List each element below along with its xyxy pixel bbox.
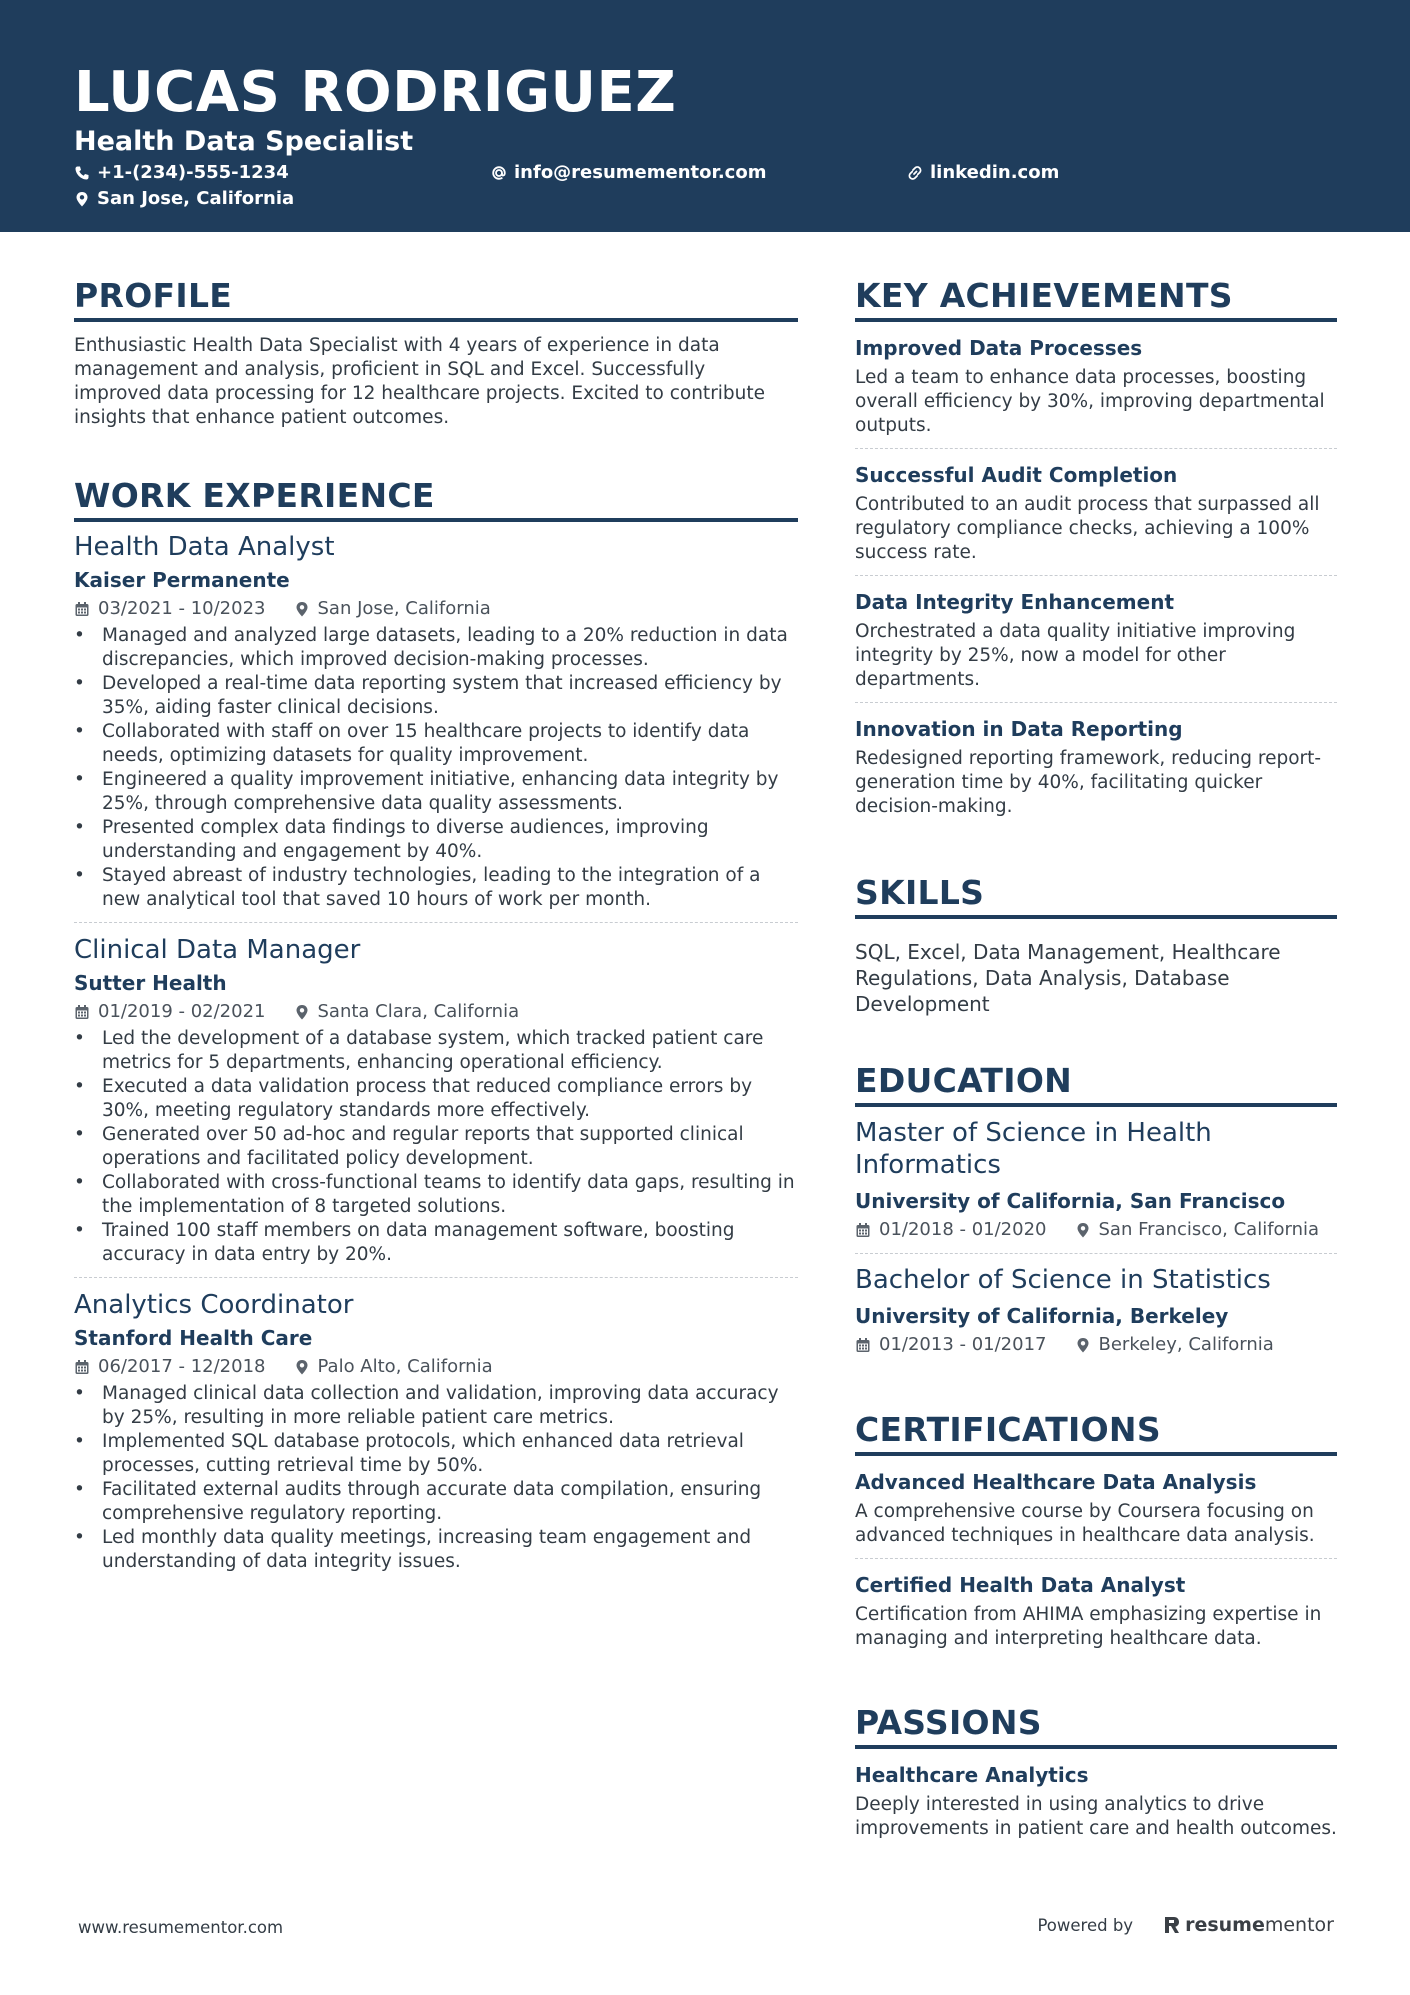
date-range: 06/2017 - 12/2018 [98, 1356, 266, 1377]
brand-mark-icon [1163, 1915, 1181, 1935]
work-experience-section [74, 476, 798, 1584]
job-title: Health Data Analyst [74, 532, 335, 562]
email-text: info@resumementor.com [514, 162, 767, 183]
location-pin-icon [1075, 1222, 1091, 1238]
achievement-item [855, 588, 1337, 703]
achievement-item [855, 715, 1337, 829]
certifications-section [855, 1410, 1337, 1661]
passion-text: Deeply interested in using analytics to drive improvements in patient care and health outcomes. [855, 1794, 1337, 1839]
profile-section [74, 276, 798, 430]
job-entry [74, 530, 798, 923]
date-range: 01/2019 - 02/2021 [98, 1001, 266, 1022]
passions-heading: PASSIONS [855, 1703, 1337, 1749]
certification-title: Advanced Healthcare Data Analysis [855, 1470, 1257, 1494]
school-name: University of California, San Francisco [855, 1189, 1286, 1213]
job-bullet: • Presented complex data findings to diverse audiences, improving understanding and engagement by 40%. [74, 816, 798, 864]
achievement-item [855, 334, 1337, 449]
candidate-name: LUCAS RODRIGUEZ [74, 60, 677, 125]
passion-title: Healthcare Analytics [855, 1763, 1089, 1787]
date-location-row [74, 596, 798, 622]
date-range: 01/2018 - 01/2020 [879, 1219, 1047, 1240]
passions-section [855, 1703, 1337, 1851]
company-name: Sutter Health [74, 971, 227, 995]
job-bullet: • Collaborated with cross-functional teams to identify data gaps, resulting in the implementation of 8 targeted solutions. [74, 1171, 798, 1219]
date-range: 01/2013 - 01/2017 [879, 1334, 1047, 1355]
location: Berkeley, California [1098, 1334, 1274, 1355]
at-sign-icon [491, 165, 507, 181]
calendar-icon [855, 1337, 871, 1353]
education-item [855, 1264, 1337, 1368]
achievement-title: Successful Audit Completion [855, 463, 1178, 487]
skills-heading: SKILLS [855, 873, 1337, 919]
linkedin-text: linkedin.com [930, 162, 1060, 183]
certification-title: Certified Health Data Analyst [855, 1573, 1186, 1597]
calendar-icon [74, 1359, 90, 1375]
job-bullet: • Generated over 50 ad-hoc and regular reports that supported clinical operations and facilitated policy development. [74, 1123, 798, 1171]
contact-location [74, 187, 294, 211]
school-name: University of California, Berkeley [855, 1304, 1229, 1328]
passion-list [855, 1761, 1337, 1851]
left-column [74, 276, 798, 1594]
certification-text: Certification from AHIMA emphasizing expertise in managing and interpreting healthcare data. [855, 1604, 1322, 1649]
job-bullet: • Facilitated external audits through accurate data compilation, ensuring comprehensive regulatory reporting. [74, 1478, 798, 1526]
job-bullet: • Executed a data validation process that reduced compliance errors by 30%, meeting regulatory standards more effectively. [74, 1075, 798, 1123]
date-location-row [855, 1332, 1337, 1358]
job-bullet: • Led monthly data quality meetings, increasing team engagement and understanding of data integrity issues. [74, 1526, 798, 1574]
achievement-title: Improved Data Processes [855, 336, 1143, 360]
achievement-item [855, 461, 1337, 576]
location: San Francisco, California [1098, 1219, 1320, 1240]
job-bullet: • Managed and analyzed large datasets, leading to a 20% reduction in data discrepancies, which improved decision-making processes. [74, 624, 798, 672]
passion-item [855, 1761, 1337, 1851]
achievements-section [855, 276, 1337, 829]
phone-text: +1-(234)-555-1234 [97, 162, 289, 183]
header-banner [0, 0, 1410, 232]
job-entry [74, 933, 798, 1278]
achievement-list [855, 334, 1337, 829]
education-item [855, 1117, 1337, 1254]
brand-logo[interactable] [1163, 1914, 1334, 1936]
education-heading: EDUCATION [855, 1061, 1337, 1107]
location-pin-icon [74, 191, 90, 207]
job-bullet-list [74, 624, 798, 912]
certification-text: A comprehensive course by Coursera focusing on advanced techniques in healthcare data analysis. [855, 1501, 1315, 1546]
education-list [855, 1117, 1337, 1368]
date-location-row [855, 1217, 1337, 1243]
work-experience-heading: WORK EXPERIENCE [74, 476, 798, 522]
degree-title: Master of Science in Health Informatics [855, 1118, 1212, 1180]
phone-icon [74, 165, 90, 181]
job-bullet-list [74, 1382, 798, 1574]
certification-item [855, 1468, 1337, 1559]
achievement-text: Redesigned reporting framework, reducing report-generation time by 40%, facilitating quicker decision-making. [855, 748, 1322, 817]
job-entry [74, 1288, 798, 1584]
location-pin-icon [294, 1359, 310, 1375]
job-bullet: • Managed clinical data collection and validation, improving data accuracy by 25%, resulting in more reliable patient care metrics. [74, 1382, 798, 1430]
company-name: Kaiser Permanente [74, 568, 290, 592]
certifications-heading: CERTIFICATIONS [855, 1410, 1337, 1456]
calendar-icon [855, 1222, 871, 1238]
job-bullet-list [74, 1027, 798, 1267]
location: Santa Clara, California [317, 1001, 520, 1022]
footer-website[interactable]: www.resumementor.com [78, 1918, 284, 1937]
job-bullet: • Implemented SQL database protocols, which enhanced data retrieval processes, cutting retrieval time by 50%. [74, 1430, 798, 1478]
degree-title: Bachelor of Science in Statistics [855, 1265, 1271, 1295]
job-title: Clinical Data Manager [74, 935, 361, 965]
date-location-row [74, 1354, 798, 1380]
link-icon [907, 165, 923, 181]
job-bullet: • Led the development of a database system, which tracked patient care metrics for 5 departments, enhancing operational efficiency. [74, 1027, 798, 1075]
job-bullet: • Stayed abreast of industry technologies, leading to the integration of a new analytical tool that saved 10 hours of work per month. [74, 864, 798, 912]
calendar-icon [74, 1004, 90, 1020]
company-name: Stanford Health Care [74, 1326, 313, 1350]
location-text: San Jose, California [97, 188, 295, 209]
education-section [855, 1061, 1337, 1368]
location-pin-icon [294, 1004, 310, 1020]
job-bullet: • Developed a real-time data reporting system that increased efficiency by 35%, aiding faster clinical decisions. [74, 672, 798, 720]
achievement-title: Data Integrity Enhancement [855, 590, 1175, 614]
calendar-icon [74, 601, 90, 617]
job-list [74, 530, 798, 1584]
footer-branding [1037, 1914, 1334, 1936]
contact-phone[interactable] [74, 161, 289, 185]
certification-item [855, 1571, 1337, 1661]
job-bullet: • Trained 100 staff members on data management software, boosting accuracy in data entry by 20%. [74, 1219, 798, 1267]
location-pin-icon [1075, 1337, 1091, 1353]
job-bullet: • Collaborated with staff on over 15 healthcare projects to identify data needs, optimizing datasets for quality improvement. [74, 720, 798, 768]
location: San Jose, California [317, 598, 491, 619]
date-range: 03/2021 - 10/2023 [98, 598, 266, 619]
job-title: Analytics Coordinator [74, 1290, 354, 1320]
achievement-title: Innovation in Data Reporting [855, 717, 1183, 741]
profile-heading: PROFILE [74, 276, 798, 322]
achievements-heading: KEY ACHIEVEMENTS [855, 276, 1337, 322]
achievement-text: Led a team to enhance data processes, boosting overall efficiency by 30%, improving departmental outputs. [855, 367, 1325, 436]
brand-bold-text: resume [1185, 1914, 1265, 1936]
date-location-row [74, 999, 798, 1025]
brand-light-text: mentor [1264, 1914, 1334, 1936]
skills-section [855, 873, 1337, 1017]
powered-by-label: Powered by [1037, 1915, 1134, 1935]
achievement-text: Contributed to an audit process that surpassed all regulatory compliance checks, achieving a 100% success rate. [855, 494, 1320, 563]
achievement-text: Orchestrated a data quality initiative improving integrity by 25%, now a model for other departments. [855, 621, 1296, 690]
location: Palo Alto, California [317, 1356, 493, 1377]
skills-text: SQL, Excel, Data Management, Healthcare Regulations, Data Analysis, Database Development [855, 940, 1281, 1016]
job-bullet: • Engineered a quality improvement initiative, enhancing data integrity by 25%, through comprehensive data quality assessments. [74, 768, 798, 816]
contact-linkedin[interactable] [907, 161, 1059, 185]
contact-email[interactable] [491, 161, 766, 185]
candidate-title: Health Data Specialist [74, 126, 414, 157]
profile-text: Enthusiastic Health Data Specialist with 4 years of experience in data management and analysis, proficient in SQL and Excel. Successfully improved data processing for 12 healthcare projects. Excited to contribute insights that enhance patient outcomes. [74, 335, 766, 428]
location-pin-icon [294, 601, 310, 617]
right-column [855, 276, 1337, 1901]
certification-list [855, 1468, 1337, 1661]
